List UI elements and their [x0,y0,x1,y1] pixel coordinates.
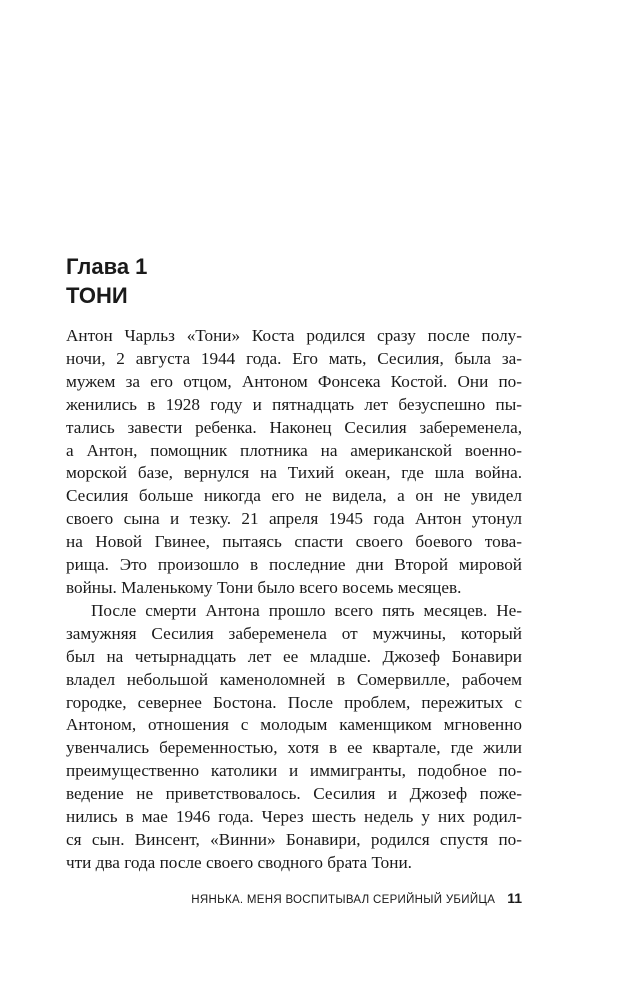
text-line: войны. Маленькому Тони было всего восемь месяцев. [66,577,462,597]
text-line: чти два года после своего сводного брата Тони. [66,852,412,872]
chapter-label: Глава 1 [66,254,148,279]
text-line: рища. Это произошло в последние дни Второй мировой [66,555,522,575]
text-line: Сесилия больше никогда его не видела, а он не увидел [66,486,522,506]
text-line: на Новой Гвинее, пытаясь спасти своего боевого това- [66,532,522,552]
text-line: Антон Чарльз «Тони» Коста родился сразу после полу- [66,326,522,345]
text-line: а Антон, помощник плотника на американской военно- [66,440,522,460]
text-line: Антоном, отношения с молодым каменщиком мгновенно [66,715,522,735]
text-line: ночи, 2 августа 1944 года. Его мать, Сесилия, была за- [66,348,522,368]
text-line: тались завести ребенка. Наконец Сесилия забеременела, [66,417,522,437]
text-line: морской базе, вернулся на Тихий океан, где шла война. [66,463,522,483]
text-line: нились в мае 1946 года. Через шесть недель у них родил- [66,807,522,827]
text-line: ся сын. Винсент, «Винни» Бонавири, родился спустя по- [66,829,522,849]
text-line: своего сына и тезку. 21 апреля 1945 года Антон утонул [66,509,522,529]
chapter-body [66,325,522,875]
page-footer [190,890,522,906]
text-line: замужняя Сесилия забеременела от мужчины, который [66,623,522,643]
text-line: городке, севернее Бостона. После проблем, пережитых с [66,692,522,712]
text-line: мужем за его отцом, Антоном Фонсека Костой. Они по- [66,371,522,391]
chapter-title: ТОНИ [66,283,128,308]
running-head: НЯНЬКА. МЕНЯ ВОСПИТЫВАЛ СЕРИЙНЫЙ УБИЙЦА [191,894,496,906]
text-line: преимущественно католики и иммигранты, подобное по- [66,761,522,781]
text-line: После смерти Антона прошло всего пять месяцев. Не- [91,600,522,620]
text-line: женились в 1928 году и пятнадцать лет безуспешно пы- [66,394,522,414]
text-line: увенчались беременностью, хотя в ее квартале, где жили [66,738,522,758]
paragraph-1 [66,325,522,600]
page-number: 11 [507,890,522,906]
paragraph-2 [66,600,522,875]
text-line: владел небольшой каменоломней в Сомервилле, рабочем [66,669,522,689]
text-line: был на четырнадцать лет ее младше. Джозеф Бонавири [66,646,522,666]
text-line: ведение не приветствовалось. Сесилия и Джозеф поже- [66,784,522,804]
